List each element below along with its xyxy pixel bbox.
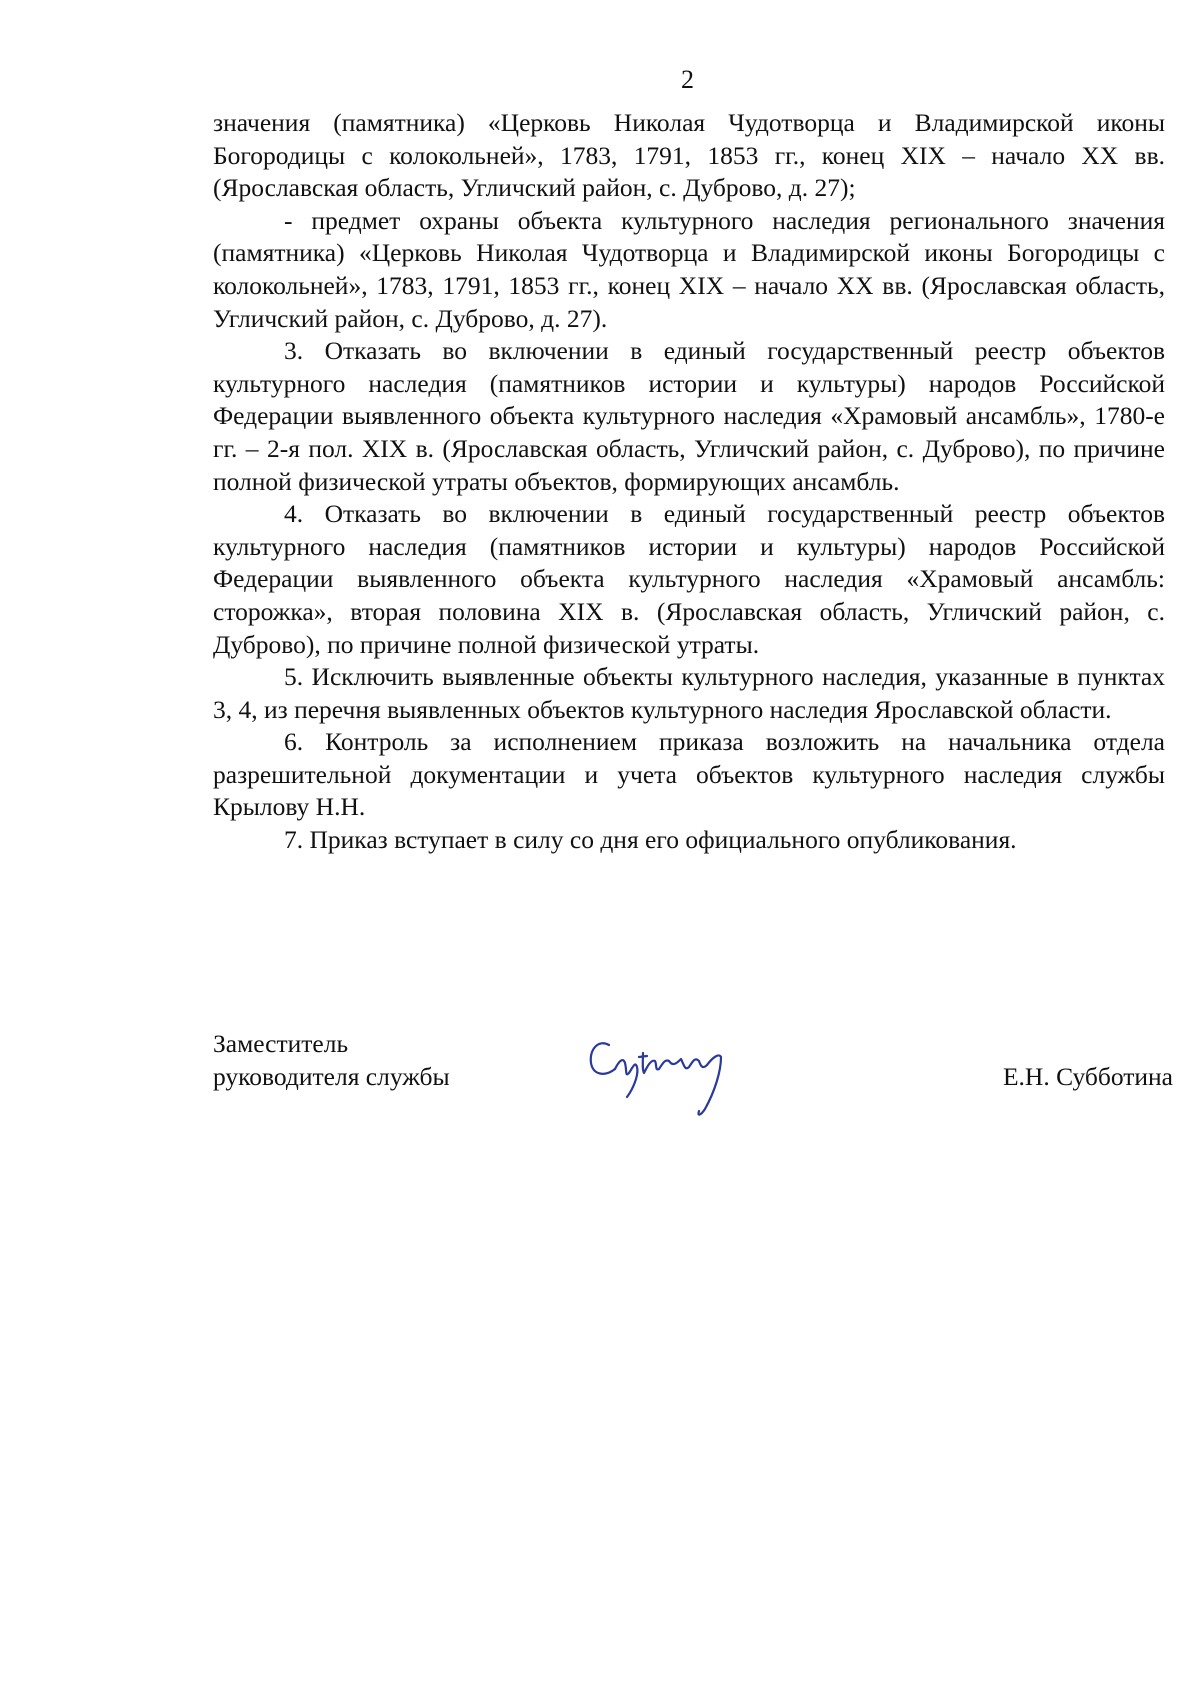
handwritten-signature [585, 1027, 735, 1123]
paragraph-protection-subject: - предмет охраны объекта культурного наследия регионального значения (памятника) «Церковь Николая Чудотворца и Владимирской иконы Богородицы с колокольней», 1783, 1791, 1853 гг., конец XIX – начало XX вв. (Ярославская область, Угличский район, с. Дуброво, д. 27). [213, 205, 1165, 333]
paragraph-item-7: 7. Приказ вступает в силу со дня его официального опубликования. [284, 825, 1017, 855]
signatory-title [213, 1027, 450, 1093]
paragraph-item-4: 4. Отказать во включении в единый государственный реестр объектов культурного наследия (памятников истории и культуры) народов Российской Федерации выявленного объекта культурного наследия «Храмовый ансамбль: сторожка», вторая половина XIX в. (Ярославская область, Угличский район, с. Дуброво), по причине полной физической утраты. [213, 499, 1165, 659]
paragraph-item-5: 5. Исключить выявленные объекты культурного наследия, указанные в пунктах 3, 4, из перечня выявленных объектов культурного наследия Ярославской области. [213, 662, 1165, 724]
page-number: 2 [681, 65, 694, 94]
signatory-title-line-2: руководителя службы [213, 1062, 450, 1091]
paragraph-continuation: значения (памятника) «Церковь Николая Чудотворца и Владимирской иконы Богородицы с колокольней», 1783, 1791, 1853 гг., конец XIX – начало XX вв. (Ярославская область, Угличский район, с. Дуброво, д. 27); [213, 108, 1165, 203]
paragraph-item-3: 3. Отказать во включении в единый государственный реестр объектов культурного наследия (памятников истории и культуры) народов Российской Федерации выявленного объекта культурного наследия «Храмовый ансамбль», 1780-е гг. – 2-я пол. XIX в. (Ярославская область, Угличский район, с. Дуброво), по причине полной физической утраты объектов, формирующих ансамбль. [213, 336, 1165, 496]
document-body [213, 107, 1165, 857]
signatory-title-line-1: Заместитель [213, 1029, 349, 1058]
paragraph-item-6: 6. Контроль за исполнением приказа возложить на начальника отдела разрешительной документации и учета объектов культурного наследия службы Крылову Н.Н. [213, 727, 1165, 822]
signature-block [213, 1027, 1173, 1137]
signatory-name: Е.Н. Субботина [1002, 1062, 1173, 1091]
